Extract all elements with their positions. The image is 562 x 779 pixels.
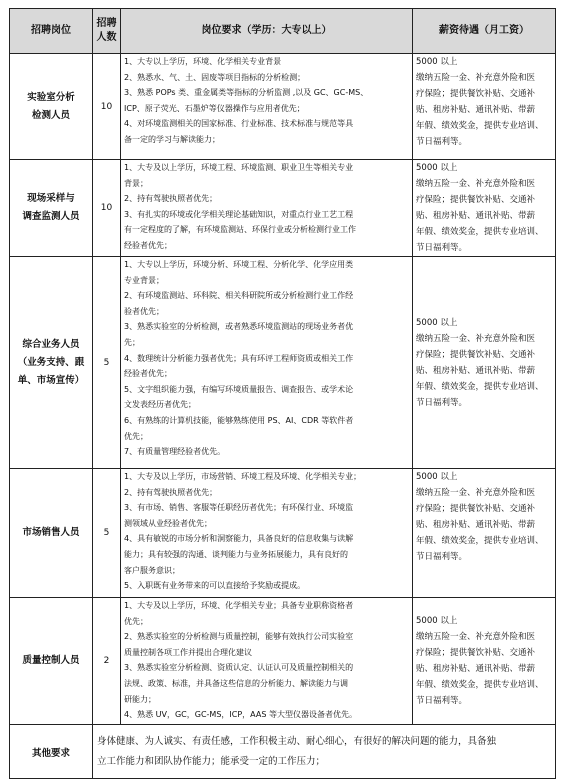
requirement-line: 3、熟悉 POPs 类、重金属类等指标的分析监测 ,以及 GC、GC-MS、 xyxy=(124,88,369,98)
requirement-line: 4、数理统计分析能力强者优先；具有环评工程师资质或相关工作 xyxy=(124,353,354,363)
job-requirements xyxy=(121,598,413,725)
job-count: 10 xyxy=(93,54,121,160)
requirement-line: 3、有扎实的环境或化学相关理论基础知识，对重点行业工艺工程 xyxy=(124,209,354,219)
requirement-line: 能力；具有较强的沟通、谈判能力与业务拓展能力，具有良好的 xyxy=(124,549,348,559)
requirement-line: 3、熟悉实验室的分析检测，或者熟悉环境监测站的现场业务者优 xyxy=(124,322,354,332)
job-position xyxy=(10,160,93,257)
job-position-line: 市场销售人员 xyxy=(22,527,80,538)
requirement-line: 优先； xyxy=(124,431,148,441)
job-position-line: 单、市场宣传） xyxy=(17,374,85,386)
salary-line: 贴、租房补贴、通讯补贴、带薪 xyxy=(416,211,536,221)
salary-line: 缴纳五险一金、补充意外险和医 xyxy=(416,488,536,498)
job-position-line: 调查监测人员 xyxy=(22,211,80,222)
requirement-line: 3、熟悉实验室分析检测、资质认定、认证认可及质量控制相关的 xyxy=(124,663,354,673)
requirement-line: 专业背景； xyxy=(124,275,164,285)
job-position-line: 综合业务人员 xyxy=(22,338,80,350)
job-salary xyxy=(413,598,556,725)
other-line: 身体健康、为人诚实、有责任感，工作积极主动、耐心细心，有很好的解决问题的能力，具备独 xyxy=(97,735,497,747)
job-count: 10 xyxy=(93,160,121,257)
job-position-line: 现场采样与 xyxy=(27,193,75,204)
job-position xyxy=(10,257,93,469)
salary-line: 缴纳五险一金、补充意外险和医 xyxy=(416,73,536,83)
salary-line: 节日福利等。 xyxy=(416,137,468,147)
salary-line: 贴、租房补贴、通讯补贴、带薪 xyxy=(416,520,536,530)
requirement-line: 文发表经历者优先； xyxy=(124,400,196,410)
job-requirements xyxy=(121,54,413,160)
salary-line: 贴、租房补贴、通讯补贴、带薪 xyxy=(416,105,536,115)
job-salary xyxy=(413,160,556,257)
requirement-line: 1、大专及以上学历，环境工程、环境监测、职业卫生等相关专业 xyxy=(124,163,354,172)
salary-line: 5000 以上 xyxy=(416,57,458,67)
requirement-line: 先； xyxy=(124,337,140,347)
job-requirements xyxy=(121,160,413,257)
job-row xyxy=(10,257,556,469)
job-count: 5 xyxy=(93,257,121,469)
salary-line: 5000 以上 xyxy=(416,616,458,626)
requirement-line: 质量控制各项工作并提出合理化建议 xyxy=(124,647,252,657)
other-requirements-label: 其他要求 xyxy=(10,725,93,779)
requirement-line: 7、有质量管理经验者优先。 xyxy=(124,447,226,457)
job-salary xyxy=(413,54,556,160)
job-position xyxy=(10,469,93,598)
requirement-line: 验者优先； xyxy=(124,306,164,316)
salary-line: 缴纳五险一金、补充意外险和医 xyxy=(416,333,536,344)
requirement-line: 有一定程度的了解，有环境监测站、环保行业或分析检测行业工作 xyxy=(124,225,356,235)
job-position-line: 检测人员 xyxy=(31,109,70,121)
requirement-line: 2、有环境监测站、环科院、相关科研院所或分析检测行业工作经 xyxy=(124,291,354,301)
requirement-line: 2、持有驾驶执照者优先； xyxy=(124,487,218,497)
recruitment-table-container xyxy=(9,8,555,779)
salary-line: 节日福利等。 xyxy=(416,552,468,562)
requirement-line: 1、大专及以上学历，环境、化学相关专业；具备专业职称资格者 xyxy=(124,601,354,610)
requirement-line: 5、文字组织能力强，有编写环境质量报告、调查报告、或学术论 xyxy=(124,384,354,394)
salary-line: 缴纳五险一金、补充意外险和医 xyxy=(416,179,536,189)
other-requirements-row xyxy=(10,725,556,779)
salary-line: 疗保险；提供餐饮补贴、交通补 xyxy=(416,648,536,658)
salary-line: 疗保险；提供餐饮补贴、交通补 xyxy=(416,504,536,514)
salary-line: 5000 以上 xyxy=(416,472,458,482)
requirement-line: 经验者优先； xyxy=(124,369,172,379)
salary-line: 年假、绩效奖金，提供专业培训、 xyxy=(416,121,544,131)
other-line: 立工作能力和团队协作能力；能承受一定的工作压力； xyxy=(97,755,326,767)
salary-line: 年假、绩效奖金，提供专业培训、 xyxy=(416,680,544,690)
salary-line: 5000 以上 xyxy=(416,317,458,328)
requirement-line: 法规、政策、标准，并具备这些信息的分析能力、解读能力与调 xyxy=(124,678,348,688)
requirement-line: 测领域从业经验者优先； xyxy=(124,518,212,528)
header-requirements: 岗位要求（学历：大专以上） xyxy=(121,9,413,54)
requirement-line: 客户服务意识； xyxy=(124,565,180,575)
salary-line: 贴、租房补贴、通讯补贴、带薪 xyxy=(416,664,536,674)
requirement-line: 3、有市场、销售、客服等任职经历者优先；有环保行业、环境监 xyxy=(124,503,354,513)
salary-line: 年假、绩效奖金，提供专业培训、 xyxy=(416,381,544,392)
job-row xyxy=(10,469,556,598)
salary-line: 年假、绩效奖金，提供专业培训、 xyxy=(416,536,544,546)
salary-line: 节日福利等。 xyxy=(416,696,468,706)
requirement-line: 1、大专以上学历，环境分析、环境工程、分析化学、化学应用类 xyxy=(124,260,354,269)
salary-line: 疗保险；提供餐饮补贴、交通补 xyxy=(416,195,536,205)
requirement-line: 2、熟悉水、气、土、固废等项目指标的分析检测； xyxy=(124,72,306,82)
requirement-line: 4、对环境监测相关的国家标准、行业标准、技术标准与规范等具 xyxy=(124,119,354,129)
header-salary: 薪资待遇（月工资） xyxy=(413,9,556,54)
requirement-line: 5、入职既有业务带来的可以直接给予奖励或提成。 xyxy=(124,581,306,591)
salary-line: 缴纳五险一金、补充意外险和医 xyxy=(416,632,536,642)
salary-line: 节日福利等。 xyxy=(416,397,468,408)
requirement-line: 4、熟悉 UV，GC，GC-MS，ICP，AAS 等大型仪器设备者优先。 xyxy=(124,710,357,720)
salary-line: 疗保险；提供餐饮补贴、交通补 xyxy=(416,89,536,99)
job-position-line: （业务支持、跟 xyxy=(17,356,85,368)
requirement-line: 2、持有驾驶执照者优先； xyxy=(124,194,218,204)
header-count xyxy=(93,9,121,54)
job-count: 2 xyxy=(93,598,121,725)
salary-line: 节日福利等。 xyxy=(416,243,468,253)
table-body xyxy=(10,54,556,725)
job-row xyxy=(10,598,556,725)
header-position: 招聘岗位 xyxy=(10,9,93,54)
requirement-line: 2、熟悉实验室的分析检测与质量控制，能够有效执行公司实验室 xyxy=(124,632,354,642)
requirement-line: ICP、原子荧光、石墨炉等仪器操作与应用者优先； xyxy=(124,103,305,113)
requirement-line: 4、具有敏锐的市场分析和洞察能力，具备良好的信息收集与读解 xyxy=(124,534,354,544)
job-salary xyxy=(413,469,556,598)
job-count: 5 xyxy=(93,469,121,598)
job-requirements xyxy=(121,257,413,469)
job-position-line: 实验室分析 xyxy=(27,91,75,103)
job-row xyxy=(10,54,556,160)
job-requirements xyxy=(121,469,413,598)
job-salary xyxy=(413,257,556,469)
requirement-line: 研能力； xyxy=(124,694,156,704)
header-row xyxy=(10,9,556,54)
requirement-line: 备一定的学习与解读能力； xyxy=(124,134,220,144)
requirement-line: 1、大专以上学历，环境、化学相关专业背景 xyxy=(124,57,282,66)
salary-line: 贴、租房补贴、通讯补贴、带薪 xyxy=(416,365,536,376)
other-requirements-text xyxy=(93,725,556,779)
requirement-line: 背景； xyxy=(124,178,148,188)
salary-line: 5000 以上 xyxy=(416,163,458,173)
recruitment-table xyxy=(9,8,556,779)
job-position xyxy=(10,598,93,725)
salary-line: 疗保险；提供餐饮补贴、交通补 xyxy=(416,349,536,360)
requirement-line: 1、大专及以上学历，市场营销、环境工程及环境、化学相关专业； xyxy=(124,472,362,481)
requirement-line: 6、有熟练的计算机技能，能够熟练使用 PS、AI、CDR 等软件者 xyxy=(124,415,354,425)
requirement-line: 优先； xyxy=(124,616,148,626)
requirement-line: 经验者优先； xyxy=(124,240,172,250)
header-count-text: 招聘人数 xyxy=(96,18,117,43)
job-position xyxy=(10,54,93,160)
job-row xyxy=(10,160,556,257)
job-position-line: 质量控制人员 xyxy=(22,655,80,666)
salary-line: 年假、绩效奖金，提供专业培训、 xyxy=(416,227,544,237)
